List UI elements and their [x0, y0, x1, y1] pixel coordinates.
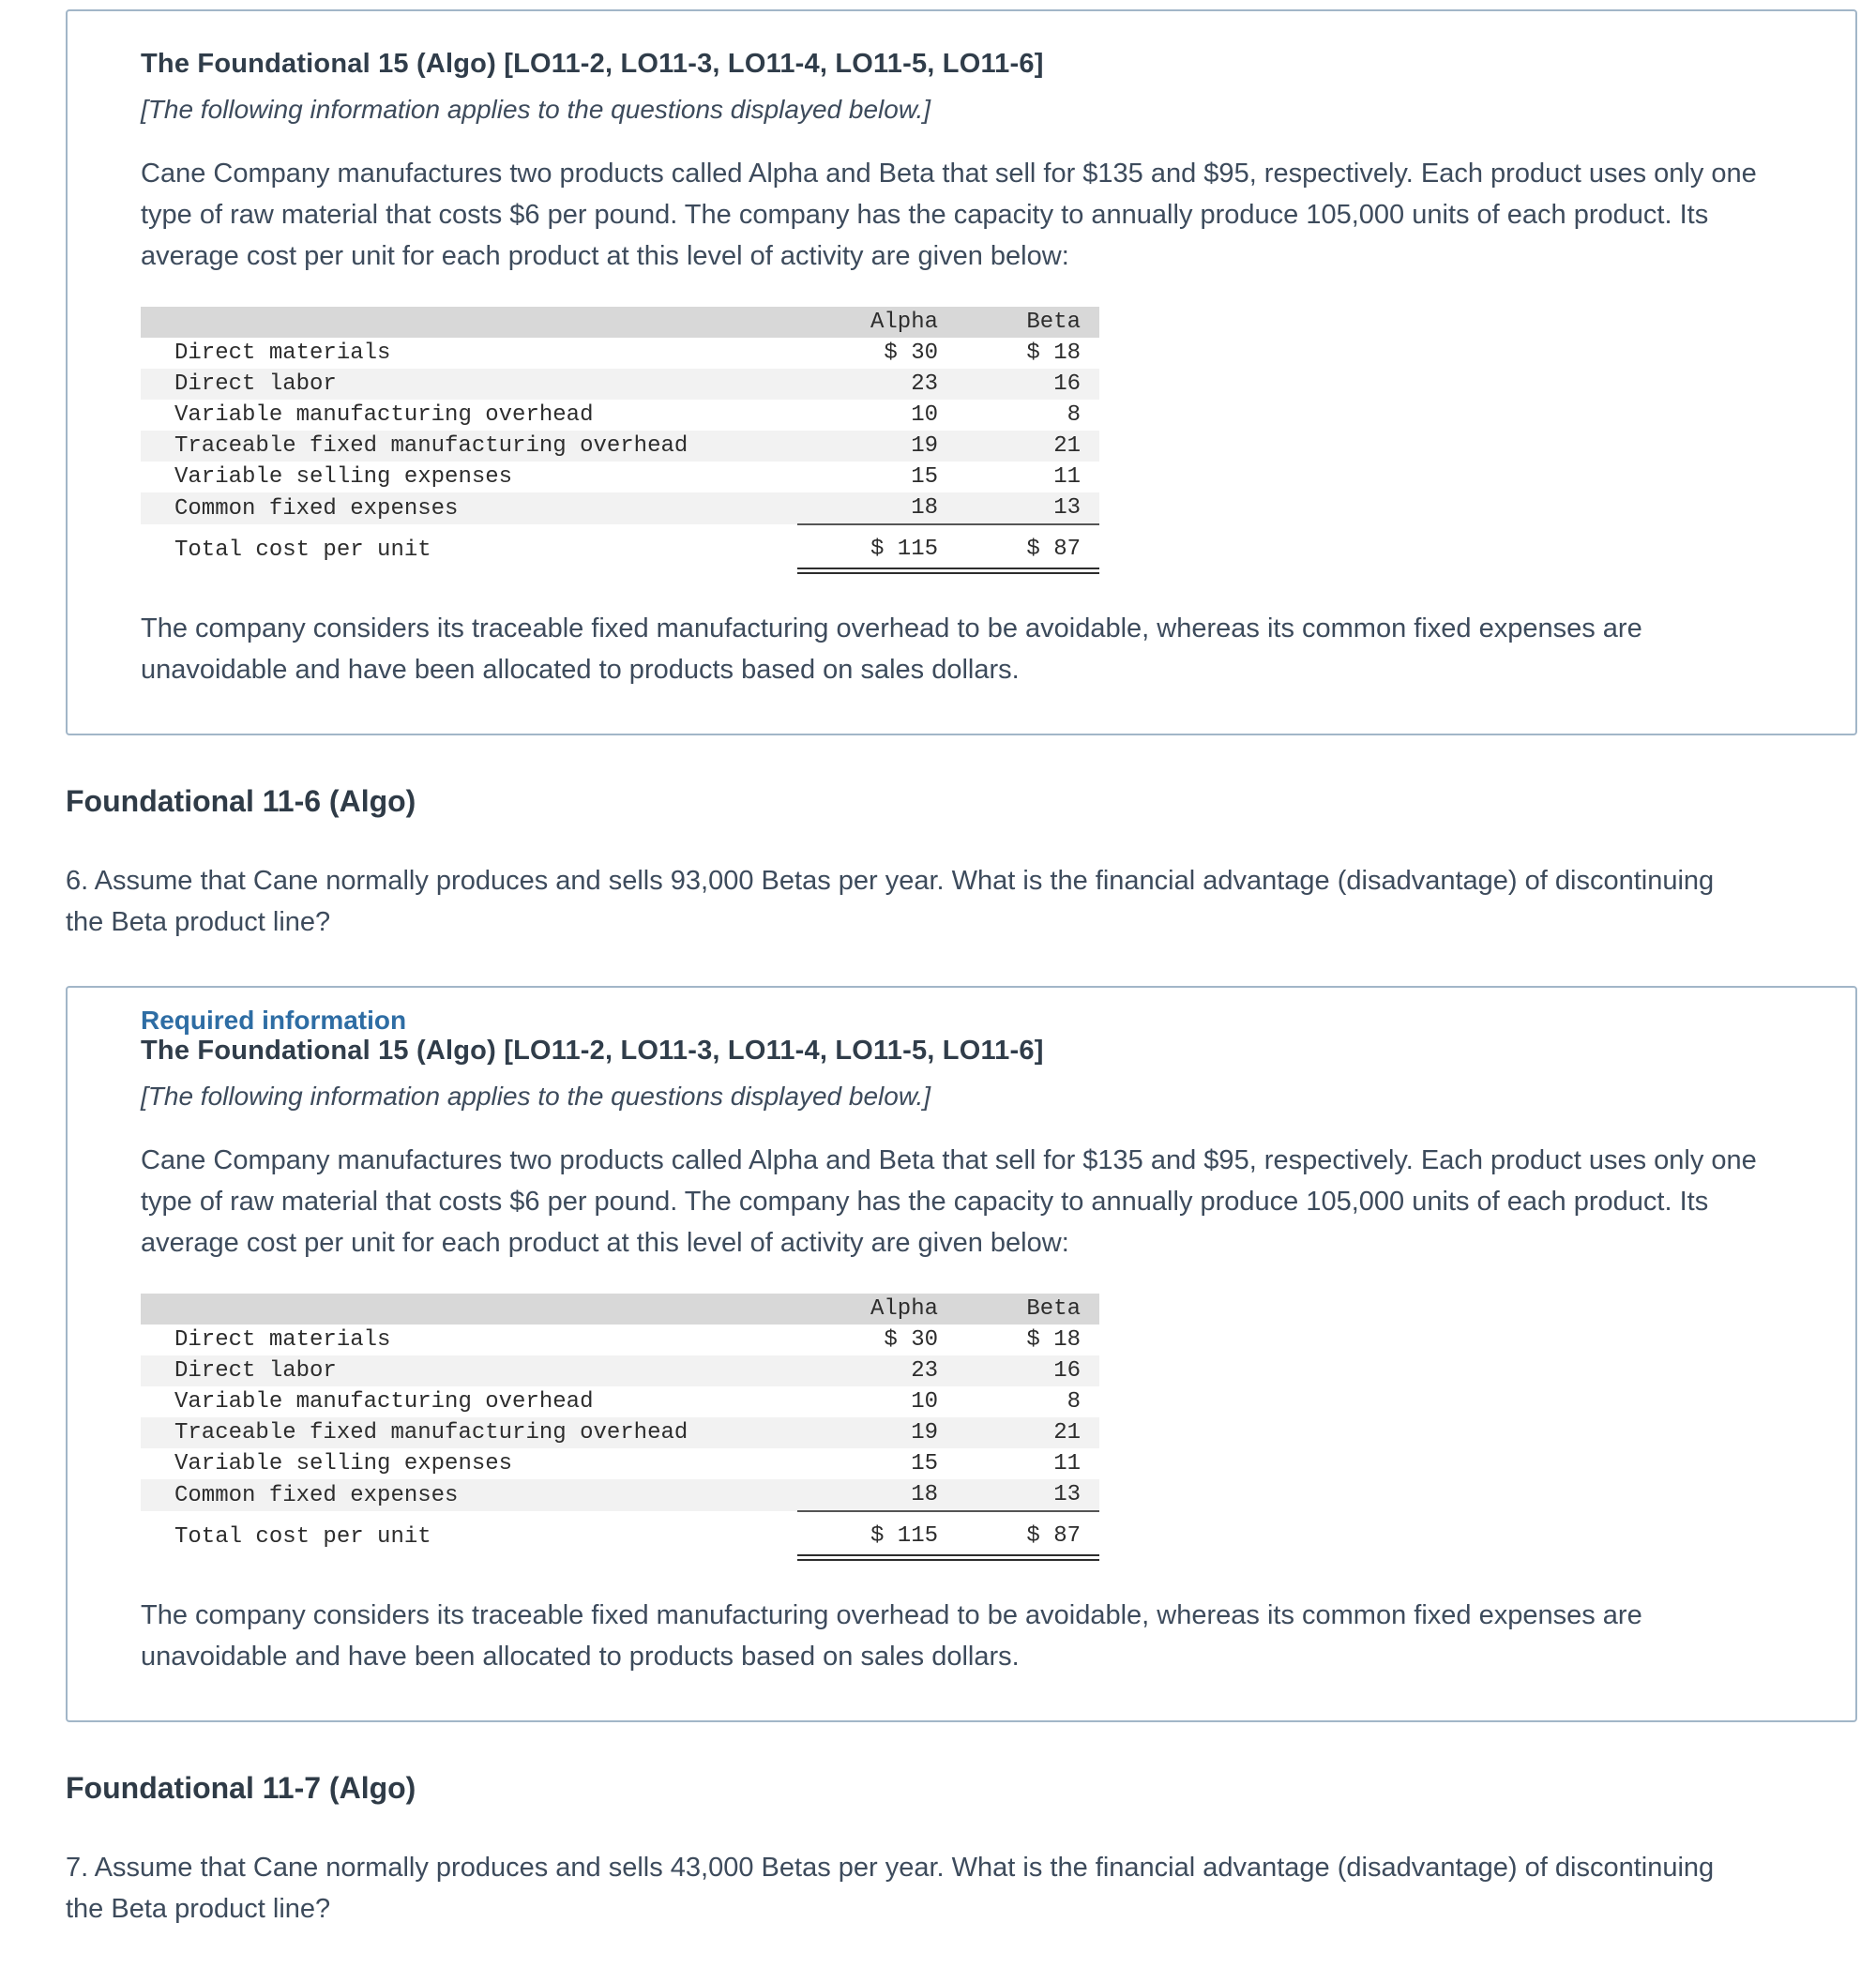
- row-label: Variable selling expenses: [174, 464, 513, 490]
- total-label: Total cost per unit: [174, 1524, 431, 1551]
- foundational-info-card-1: [66, 9, 1857, 735]
- row-label: Common fixed expenses: [174, 495, 459, 522]
- row-label: Variable manufacturing overhead: [174, 1389, 594, 1415]
- card-subtitle: [The following information applies to the questions displayed below.]: [141, 95, 931, 124]
- foundational-info-card-2: [66, 986, 1857, 1722]
- table-row-common-fixed-expenses: [141, 1479, 1099, 1511]
- table-row-variable-selling-expenses: [141, 1448, 1099, 1479]
- row-label: Variable selling expenses: [174, 1451, 513, 1476]
- row-label: Traceable fixed manufacturing overhead: [174, 433, 688, 459]
- total-beta-value: $ 87: [957, 524, 1099, 571]
- cost-per-unit-table: [141, 1294, 1099, 1561]
- question-6: 6. Assume that Cane normally produces and sells 93,000 Betas per year. What is the financial advantage (disadvantage) of discontinuing the Beta product line?: [66, 866, 1715, 937]
- row-label: Direct materials: [174, 341, 391, 366]
- row-label: Direct materials: [174, 1327, 391, 1353]
- cost-per-unit-table: [141, 307, 1099, 574]
- table-row-direct-materials: [141, 1325, 1099, 1355]
- card-subtitle: [The following information applies to the questions displayed below.]: [141, 1082, 931, 1111]
- table-row-variable-mfg-overhead: [141, 1386, 1099, 1417]
- section-heading-11-7: Foundational 11-7 (Algo): [66, 1771, 416, 1805]
- note-paragraph: The company considers its traceable fixed manufacturing overhead to be avoidable, whereas its common fixed expenses are unavoidable and have been allocated to products based on sales dollars.: [141, 613, 1642, 685]
- table-row-direct-materials: [141, 338, 1099, 369]
- table-header-row: [141, 307, 1099, 338]
- table-header-row: [141, 1294, 1099, 1325]
- row-label: Direct labor: [174, 1358, 337, 1384]
- beta-value: $ 18: [1026, 341, 1081, 366]
- beta-value: $ 18: [1026, 1327, 1081, 1353]
- card-title: The Foundational 15 (Algo) [LO11-2, LO11-3, LO11-4, LO11-5, LO11-6]: [141, 49, 1044, 79]
- alpha-column-header: Alpha: [870, 310, 938, 335]
- alpha-value: 23: [911, 371, 938, 397]
- beta-value: 16: [1053, 1358, 1081, 1384]
- beta-value: 16: [1053, 371, 1081, 397]
- alpha-value: 23: [911, 1358, 938, 1384]
- alpha-value: 15: [911, 464, 938, 490]
- table-corner-cell: [141, 307, 797, 338]
- alpha-value: $ 30: [884, 1327, 938, 1353]
- alpha-value: 18: [797, 1479, 957, 1511]
- beta-column-header: Beta: [1026, 310, 1081, 335]
- alpha-value: 15: [911, 1451, 938, 1476]
- table-row-direct-labor: [141, 1355, 1099, 1386]
- beta-value: 11: [1053, 1451, 1081, 1476]
- total-beta-value: $ 87: [957, 1511, 1099, 1558]
- beta-value: 8: [1067, 402, 1081, 428]
- note-paragraph: The company considers its traceable fixed manufacturing overhead to be avoidable, whereas its common fixed expenses are unavoidable and have been allocated to products based on sales dollars.: [141, 1600, 1642, 1672]
- question-7: 7. Assume that Cane normally produces and sells 43,000 Betas per year. What is the financial advantage (disadvantage) of discontinuing the Beta product line?: [66, 1853, 1715, 1924]
- intro-paragraph: Cane Company manufactures two products called Alpha and Beta that sell for $135 and $95, respectively. Each product uses only one type of raw material that costs $6 per pound. The company has the capacity to annually produce 105,000 units of each product. Its average cost per unit for each product at this level of activity are given below:: [141, 159, 1757, 271]
- table-row-traceable-fixed-overhead: [141, 1417, 1099, 1448]
- table-total-row: [141, 524, 1099, 571]
- row-label: Common fixed expenses: [174, 1482, 459, 1508]
- row-label: Variable manufacturing overhead: [174, 402, 594, 428]
- row-label: Direct labor: [174, 371, 337, 397]
- beta-value: 13: [957, 492, 1099, 524]
- alpha-value: 18: [797, 492, 957, 524]
- section-heading-11-6: Foundational 11-6 (Algo): [66, 784, 416, 818]
- table-row-variable-mfg-overhead: [141, 400, 1099, 431]
- table-row-variable-selling-expenses: [141, 462, 1099, 492]
- table-total-row: [141, 1511, 1099, 1558]
- alpha-value: 10: [911, 402, 938, 428]
- row-label: Traceable fixed manufacturing overhead: [174, 1420, 688, 1446]
- beta-value: 21: [1053, 433, 1081, 459]
- table-row-direct-labor: [141, 369, 1099, 400]
- total-alpha-value: $ 115: [797, 524, 957, 571]
- alpha-value: 19: [911, 1420, 938, 1446]
- beta-column-header: Beta: [1026, 1296, 1081, 1322]
- required-information-label: [141, 1006, 1780, 1035]
- beta-value: 11: [1053, 464, 1081, 490]
- total-alpha-value: $ 115: [797, 1511, 957, 1558]
- beta-value: 21: [1053, 1420, 1081, 1446]
- required-information-text: Required information: [141, 1006, 407, 1035]
- alpha-value: $ 30: [884, 341, 938, 366]
- intro-paragraph: Cane Company manufactures two products called Alpha and Beta that sell for $135 and $95, respectively. Each product uses only one type of raw material that costs $6 per pound. The company has the capacity to annually produce 105,000 units of each product. Its average cost per unit for each product at this level of activity are given below:: [141, 1145, 1757, 1258]
- alpha-column-header: Alpha: [870, 1296, 938, 1322]
- card-title: The Foundational 15 (Algo) [LO11-2, LO11-3, LO11-4, LO11-5, LO11-6]: [141, 1036, 1044, 1066]
- beta-value: 8: [1067, 1389, 1081, 1415]
- total-label: Total cost per unit: [174, 537, 431, 564]
- table-row-common-fixed-expenses: [141, 492, 1099, 524]
- table-row-traceable-fixed-overhead: [141, 431, 1099, 462]
- alpha-value: 19: [911, 433, 938, 459]
- alpha-value: 10: [911, 1389, 938, 1415]
- table-corner-cell: [141, 1294, 797, 1325]
- beta-value: 13: [957, 1479, 1099, 1511]
